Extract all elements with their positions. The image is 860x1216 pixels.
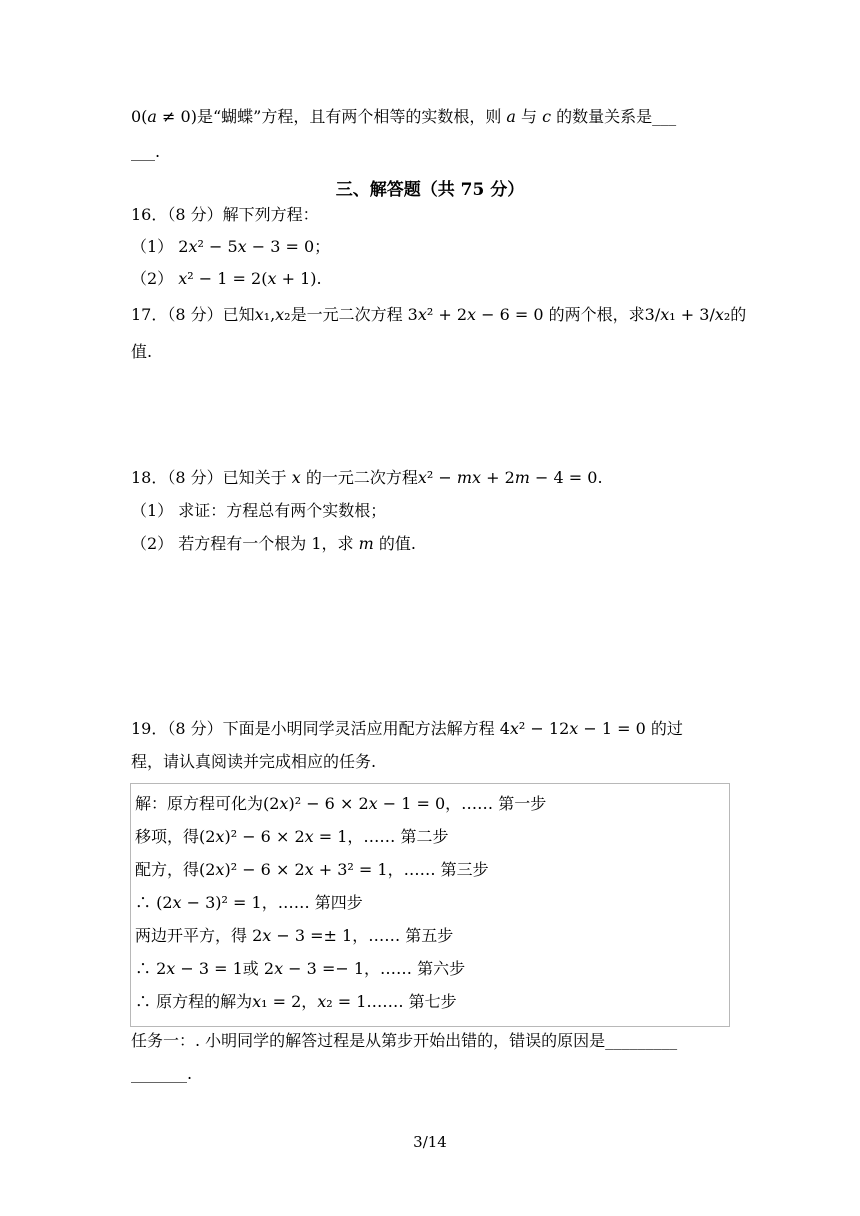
q19-text-line1: 19．（8 分）下面是小明同学灵活应用配方法解方程 4𝑥² − 12𝑥 − 1 = 0 的过 (131, 719, 683, 738)
solution-box (130, 783, 730, 1027)
page-number: 3/14 (413, 1133, 447, 1151)
q18-part2: （2） 若方程有一个根为 1，求 𝑚 的值. (131, 534, 416, 553)
section-title: 三、解答题（共 75 分） (335, 180, 525, 200)
solution-step-2: 移项，得(2𝑥)² − 6 × 2𝑥 = 1，…… 第二步 (135, 827, 449, 846)
q15-text-line1: 0(𝑎 ≠ 0)是“蝴蝶”方程，且有两个相等的实数根，则 𝑎 与 𝑐 的数量关系是___ (131, 107, 677, 126)
q18-part1: （1） 求证：方程总有两个实数根； (131, 501, 387, 520)
q18-stem: 18．（8 分）已知关于 𝑥 的一元二次方程𝑥² − 𝑚𝑥 + 2𝑚 − 4 = 0. (131, 468, 603, 487)
q19-task1-line2: _______. (131, 1064, 193, 1083)
q17-text-line1: 17．（8 分）已知𝑥₁,𝑥₂是一元二次方程 3𝑥² + 2𝑥 − 6 = 0 的两个根，求3/𝑥₁ + 3/𝑥₂的 (131, 305, 747, 324)
q17-text-line2: 值. (131, 342, 153, 361)
solution-step-4: ∴ (2𝑥 − 3)² = 1，…… 第四步 (135, 893, 363, 912)
solution-step-6: ∴ 2𝑥 − 3 = 1或 2𝑥 − 3 =− 1，…… 第六步 (135, 959, 466, 978)
solution-step-7: ∴ 原方程的解为𝑥₁ = 2，𝑥₂ = 1.…… 第七步 (135, 992, 457, 1011)
q19-task1-line1: 任务一：. 小明同学的解答过程是从第步开始出错的，错误的原因是_________ (131, 1031, 678, 1050)
q16-stem: 16．（8 分）解下列方程： (131, 205, 319, 224)
solution-step-3: 配方，得(2𝑥)² − 6 × 2𝑥 + 3² = 1，…… 第三步 (135, 860, 489, 879)
q16-part1: （1） 2𝑥² − 5𝑥 − 3 = 0； (131, 237, 331, 256)
solution-step-5: 两边开平方，得 2𝑥 − 3 =± 1，…… 第五步 (135, 926, 454, 945)
q15-text-line2: ___. (131, 142, 161, 161)
q16-part2: （2） 𝑥² − 1 = 2(𝑥 + 1). (131, 269, 322, 288)
q19-text-line2: 程，请认真阅读并完成相应的任务. (131, 752, 377, 771)
solution-step-1: 解：原方程可化为(2𝑥)² − 6 × 2𝑥 − 1 = 0，…… 第一步 (135, 794, 547, 813)
